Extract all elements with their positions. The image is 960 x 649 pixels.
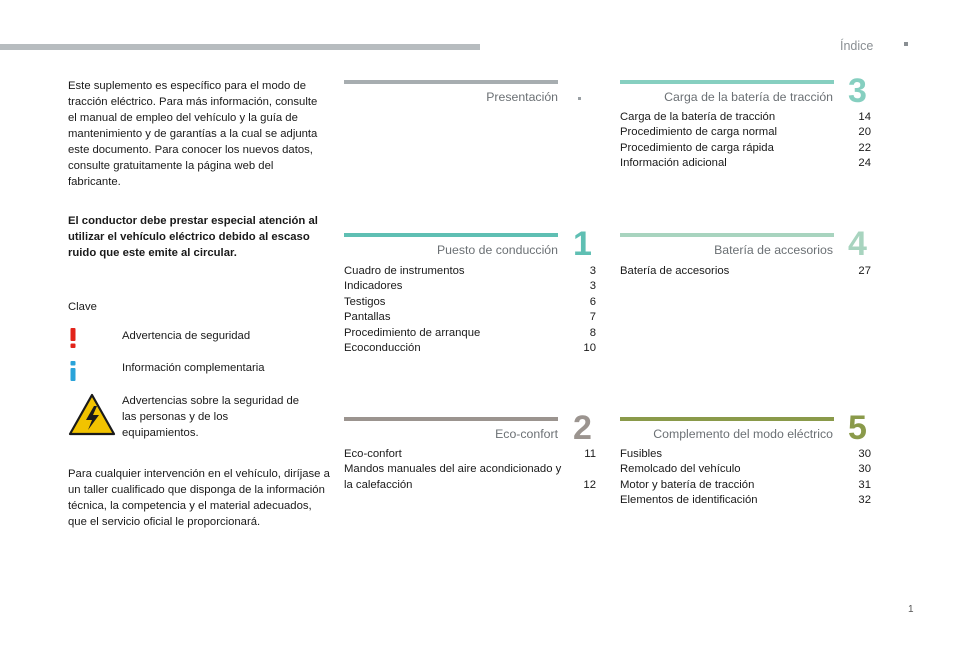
section-number-3: 3	[848, 72, 867, 110]
section-title-3[interactable]: Carga de la batería de tracción	[664, 90, 833, 104]
section-number-2: 2	[573, 409, 592, 447]
section-title-2[interactable]: Eco-confort	[495, 427, 558, 441]
toc-item[interactable]	[620, 156, 871, 171]
toc-page: 24	[858, 157, 871, 170]
index-marker	[904, 42, 908, 46]
toc-label: Procedimiento de arranque	[344, 326, 481, 339]
toc-item[interactable]	[344, 447, 596, 462]
toc-label: Información adicional	[620, 157, 727, 170]
toc-item[interactable]	[620, 264, 871, 279]
toc-list-3	[620, 110, 871, 172]
toc-label: Indicadores	[344, 280, 403, 293]
toc-page: 11	[584, 448, 596, 460]
toc-item[interactable]	[344, 295, 596, 310]
toc-item[interactable]	[620, 493, 871, 508]
toc-page: 30	[858, 463, 871, 476]
toc-label: Procedimiento de carga normal	[620, 126, 777, 139]
toc-list-4	[620, 264, 871, 279]
toc-page: 30	[858, 448, 871, 460]
toc-page: 14	[858, 111, 871, 123]
toc-item[interactable]	[344, 279, 596, 294]
toc-label: Testigos	[344, 295, 386, 308]
toc-label: Procedimiento de carga rápida	[620, 141, 774, 154]
section-bar-5	[620, 417, 834, 421]
section-bar-2	[344, 417, 558, 421]
info-icon	[66, 360, 80, 382]
toc-label: Remolcado del vehículo	[620, 463, 741, 476]
section-title-presentacion[interactable]: Presentación	[486, 90, 558, 104]
toc-label: Batería de accesorios	[620, 265, 730, 277]
section-number-1: 1	[573, 225, 592, 263]
legend-safety-warning: Advertencia de seguridad	[122, 330, 251, 342]
toc-page: 6	[589, 295, 596, 308]
driver-warning: El conductor debe prestar especial atención al utilizar el vehículo eléctrico debido al escaso ruido que este emite al circular.	[68, 215, 318, 259]
toc-label: Ecoconducción	[344, 342, 421, 355]
section-bar-presentacion	[344, 80, 558, 84]
toc-item[interactable]	[344, 341, 596, 356]
section-title-5[interactable]: Complemento del modo eléctrico	[653, 427, 833, 441]
toc-page: 32	[858, 494, 871, 507]
toc-page: 3	[589, 265, 596, 277]
toc-label: Pantallas	[344, 311, 391, 324]
toc-page: 31	[858, 478, 871, 491]
toc-label: Carga de la batería de tracción	[620, 111, 776, 123]
service-paragraph: Para cualquier intervención en el vehículo, diríjase a un taller cualificado que disponga de la información técnica, la competencia y el material adecuados, que el servicio oficial le proporcionará.	[68, 468, 330, 528]
section-bar-3	[620, 80, 834, 84]
toc-item[interactable]	[344, 462, 596, 493]
toc-item[interactable]	[620, 110, 871, 125]
toc-label: Elementos de identificación	[620, 494, 758, 507]
section-marker-presentacion	[578, 97, 581, 100]
section-title-4[interactable]: Batería de accesorios	[714, 243, 833, 257]
legend-complementary-info: Información complementaria	[122, 362, 265, 374]
legend-high-voltage-warning: Advertencias sobre la seguridad de las personas y de los equipamientos.	[122, 395, 300, 439]
top-rule	[0, 44, 480, 50]
section-bar-4	[620, 233, 834, 237]
toc-item[interactable]	[620, 141, 871, 156]
section-number-5: 5	[848, 409, 867, 447]
toc-item[interactable]	[344, 264, 596, 279]
toc-item[interactable]	[620, 447, 871, 462]
legend-title: Clave	[68, 301, 97, 313]
toc-page: 8	[589, 326, 596, 339]
toc-item[interactable]	[620, 462, 871, 477]
toc-list-5	[620, 447, 871, 509]
index-link[interactable]: Índice	[840, 39, 874, 53]
toc-item[interactable]	[344, 326, 596, 341]
section-number-4: 4	[848, 225, 867, 263]
high-voltage-icon	[68, 393, 116, 437]
section-bar-1	[344, 233, 558, 237]
toc-page: 20	[858, 126, 871, 139]
page-number: 1	[908, 604, 914, 615]
toc-label: Mandos manuales del aire acondicionado y la calefacción	[344, 463, 562, 491]
toc-page: 27	[858, 265, 871, 277]
toc-page: 12	[583, 478, 596, 491]
toc-label: Fusibles	[620, 448, 663, 460]
toc-label: Eco-confort	[344, 448, 402, 460]
toc-list-1	[344, 264, 596, 356]
toc-item[interactable]	[620, 125, 871, 140]
toc-label: Motor y batería de tracción	[620, 478, 755, 491]
toc-page: 22	[858, 141, 871, 154]
toc-item[interactable]	[344, 310, 596, 325]
toc-label: Cuadro de instrumentos	[344, 265, 465, 277]
toc-page: 10	[583, 342, 596, 355]
toc-page: 3	[589, 280, 596, 293]
intro-paragraph: Este suplemento es específico para el modo de tracción eléctrico. Para más información, consulte el manual de empleo del vehículo y la guía de mantenimiento y de garantías a la cual se adjunta este documento. Para conocer los nuevos datos, consulte gratuitamente la página web del fabricante.	[68, 80, 318, 188]
section-title-1[interactable]: Puesto de conducción	[436, 243, 558, 257]
toc-list-2	[344, 447, 596, 493]
toc-page: 7	[589, 311, 596, 324]
toc-item[interactable]	[620, 478, 871, 493]
exclamation-icon	[66, 327, 80, 349]
